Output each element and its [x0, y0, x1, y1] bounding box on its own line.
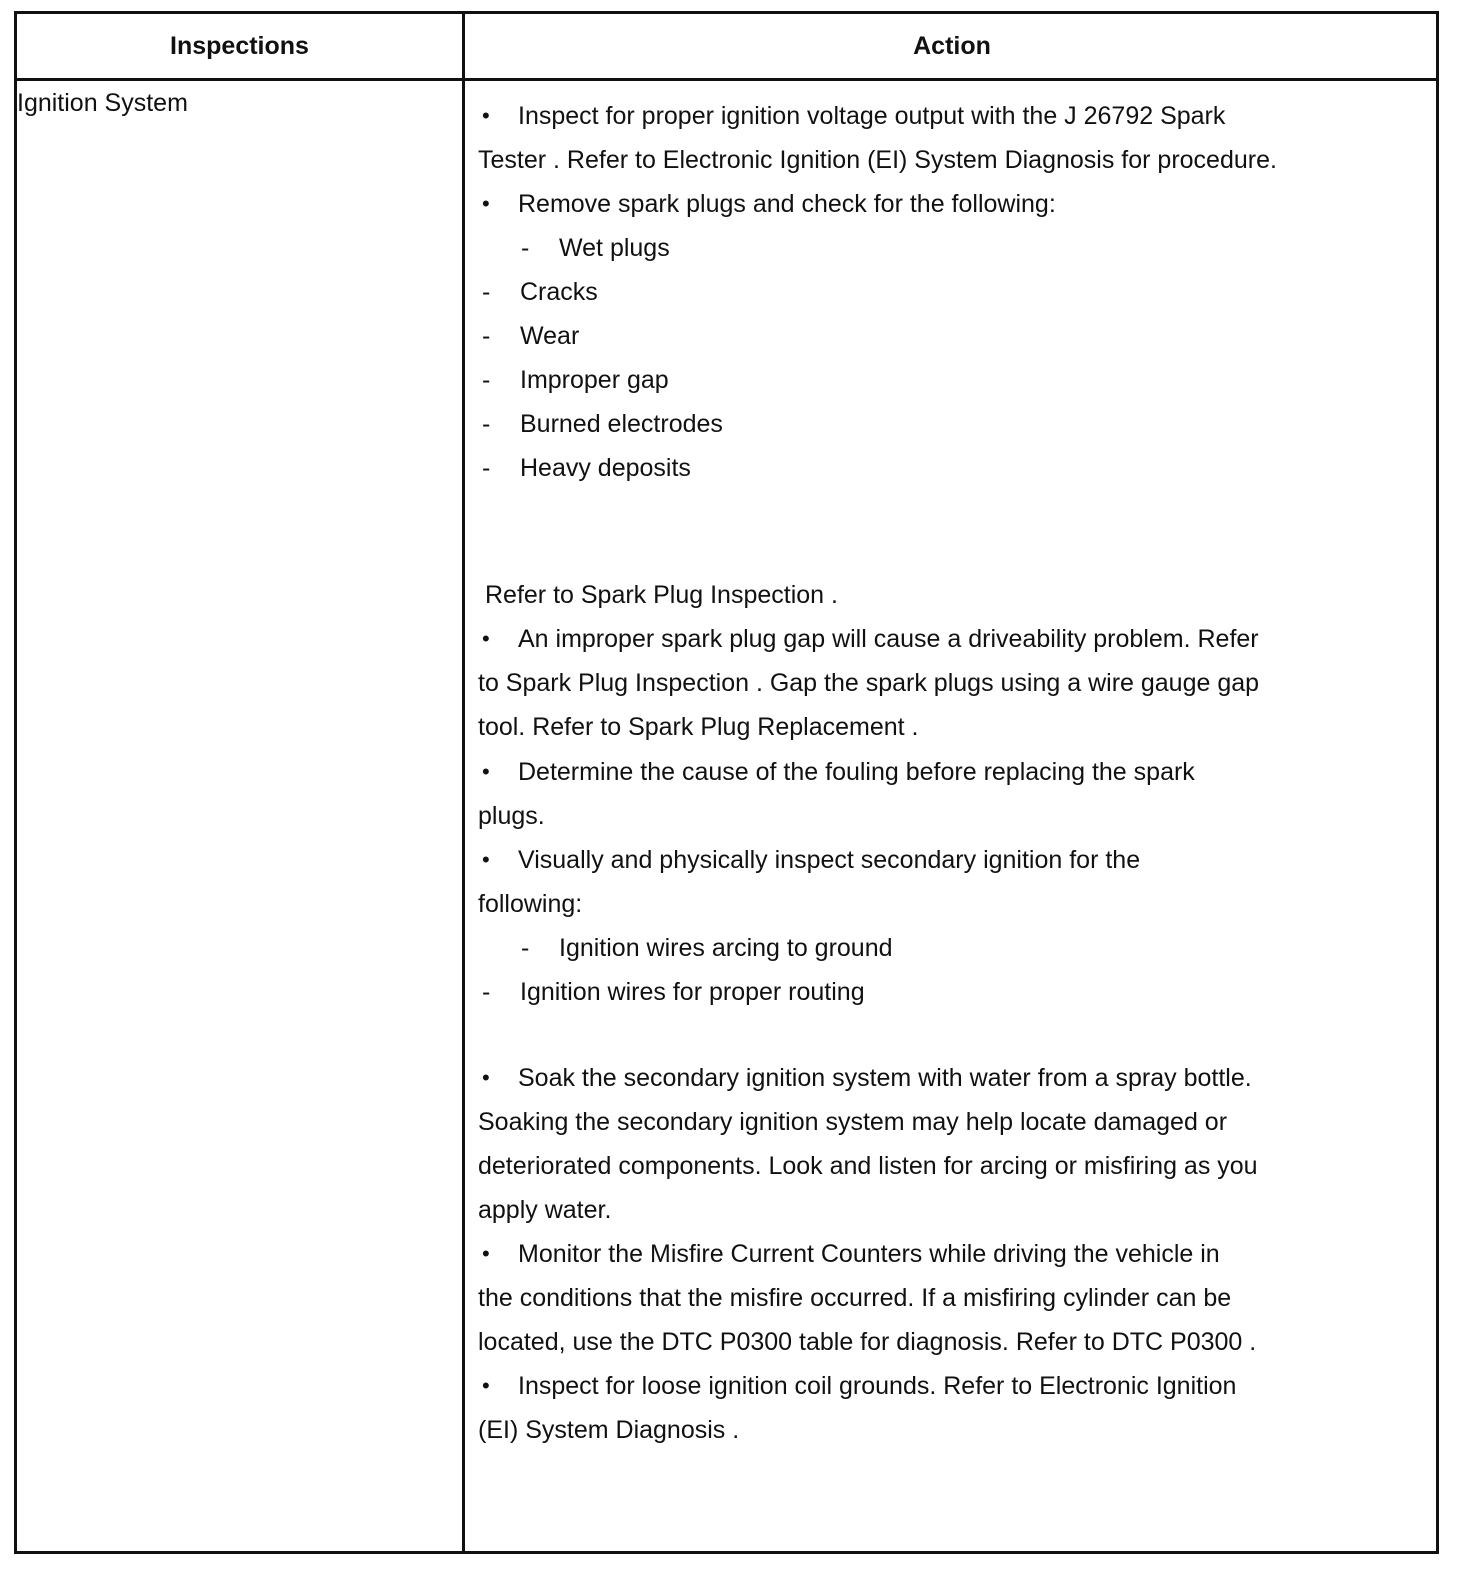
dash-marker: - [521, 934, 530, 962]
action-text: Monitor the Misfire Current Counters while driving the vehicle in [518, 1240, 1220, 1268]
action-subitem: Wet plugs [559, 234, 670, 262]
action-text: Soaking the secondary ignition system may help locate damaged or [478, 1108, 1228, 1136]
bullet-marker: • [482, 1065, 490, 1090]
bullet-marker: • [482, 1373, 490, 1398]
dash-marker: - [482, 978, 491, 1006]
column-divider [462, 14, 465, 1551]
action-text: Inspect for loose ignition coil grounds. Refer to Electronic Ignition [518, 1372, 1237, 1400]
dash-marker: - [521, 234, 530, 262]
header-divider [17, 78, 1436, 81]
action-text: (EI) System Diagnosis . [478, 1416, 740, 1444]
bullet-marker: • [482, 759, 490, 784]
action-subitem: Ignition wires arcing to ground [559, 934, 893, 962]
bullet-marker: • [482, 847, 490, 872]
dash-marker: - [482, 410, 491, 438]
action-subitem: Improper gap [520, 366, 669, 394]
header-inspections: Inspections [170, 31, 309, 60]
action-text: Tester . Refer to Electronic Ignition (EI) System Diagnosis for procedure. [478, 146, 1277, 174]
header-action: Action [913, 31, 991, 60]
action-text: the conditions that the misfire occurred. If a misfiring cylinder can be [478, 1284, 1232, 1312]
action-text: located, use the DTC P0300 table for diagnosis. Refer to DTC P0300 . [478, 1328, 1257, 1356]
bullet-marker: • [482, 1241, 490, 1266]
action-text: to Spark Plug Inspection . Gap the spark plugs using a wire gauge gap [478, 669, 1260, 697]
action-subitem: Burned electrodes [520, 410, 723, 438]
dash-marker: - [482, 278, 491, 306]
action-text: An improper spark plug gap will cause a driveability problem. Refer [518, 625, 1259, 653]
action-text: Determine the cause of the fouling before replacing the spark [518, 758, 1195, 786]
dash-marker: - [482, 454, 491, 482]
action-text: tool. Refer to Spark Plug Replacement . [478, 713, 919, 741]
bullet-marker: • [482, 626, 490, 651]
action-subitem: Cracks [520, 278, 598, 306]
action-text: Refer to Spark Plug Inspection . [485, 581, 838, 609]
dash-marker: - [482, 322, 491, 350]
action-text: deteriorated components. Look and listen for arcing or misfiring as you [478, 1152, 1258, 1180]
action-text: plugs. [478, 802, 545, 830]
action-subitem: Ignition wires for proper routing [520, 978, 865, 1006]
dash-marker: - [482, 366, 491, 394]
action-text: following: [478, 890, 583, 918]
action-text: Soak the secondary ignition system with water from a spray bottle. [518, 1064, 1252, 1092]
bullet-marker: • [482, 103, 490, 128]
action-text: Visually and physically inspect secondary ignition for the [518, 846, 1141, 874]
action-text: Inspect for proper ignition voltage output with the J 26792 Spark [518, 102, 1226, 130]
bullet-marker: • [482, 191, 490, 216]
action-subitem: Wear [520, 322, 580, 350]
action-subitem: Heavy deposits [520, 454, 691, 482]
action-text: Remove spark plugs and check for the following: [518, 190, 1056, 218]
action-text: apply water. [478, 1196, 612, 1224]
inspection-cell: Ignition System [17, 89, 188, 117]
